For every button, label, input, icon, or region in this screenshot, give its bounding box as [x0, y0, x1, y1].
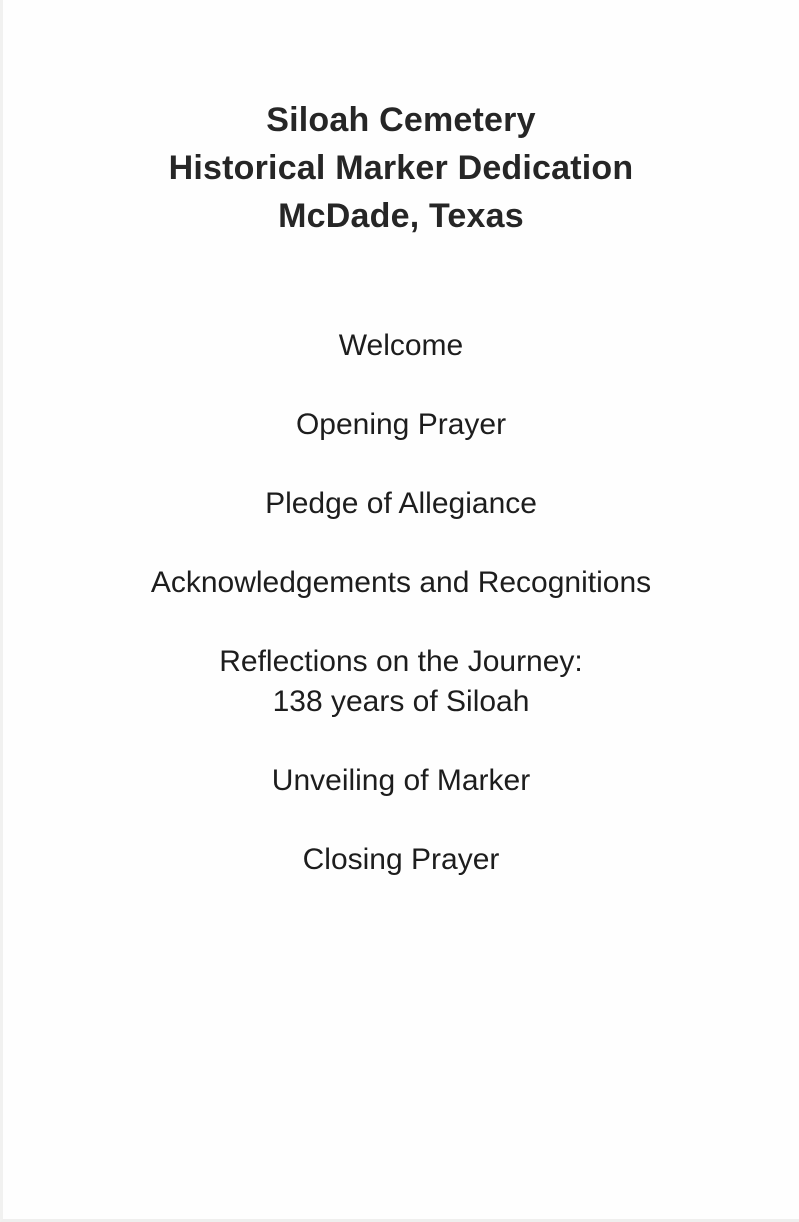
program-item-pledge	[3, 484, 799, 524]
title-event-name: Historical Marker Dedication	[168, 149, 634, 187]
program-item-label: Acknowledgements and Recognitions	[150, 566, 652, 599]
program-item-sublabel: 138 years of Siloah	[272, 685, 530, 718]
program-item-closing-prayer	[3, 840, 799, 880]
program-item-label: Welcome	[338, 329, 464, 362]
program-item-label: Closing Prayer	[302, 843, 500, 876]
program-item-label: Pledge of Allegiance	[265, 487, 537, 520]
title-location: McDade, Texas	[278, 197, 524, 235]
program-item-label: Reflections on the Journey:	[219, 645, 583, 678]
page-title	[3, 96, 799, 240]
program-list	[3, 326, 799, 919]
program-item-opening-prayer	[3, 405, 799, 445]
program-item-unveiling	[3, 761, 799, 801]
program-item-welcome	[3, 326, 799, 366]
program-item-label: Unveiling of Marker	[271, 764, 531, 797]
title-cemetery-name: Siloah Cemetery	[266, 101, 536, 139]
program-item-acknowledgements	[3, 563, 799, 603]
program-item-reflections	[3, 642, 799, 722]
program-item-label: Opening Prayer	[295, 408, 507, 441]
